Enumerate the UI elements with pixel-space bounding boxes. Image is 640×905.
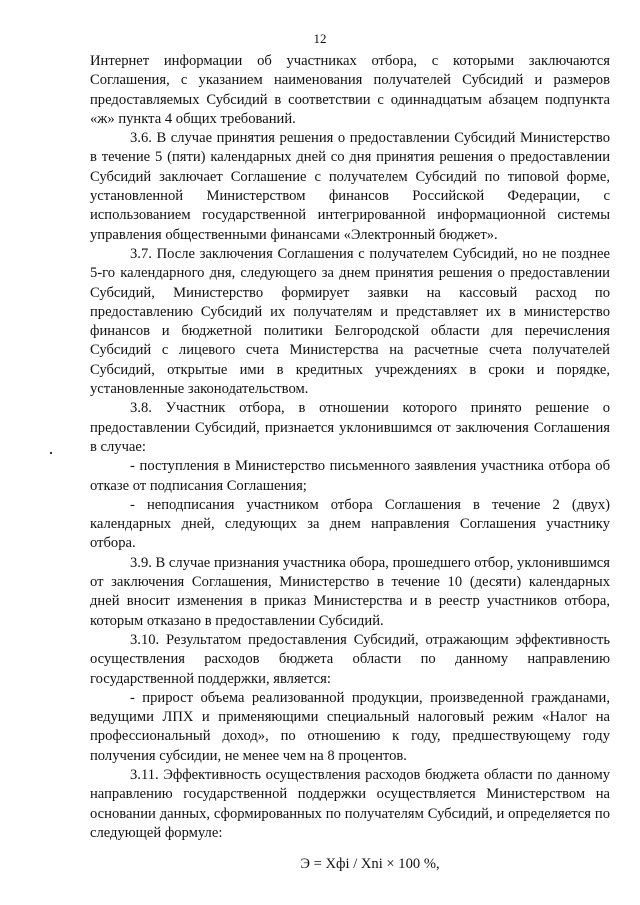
paragraph-3-7: 3.7. После заключения Соглашения с получателем Субсидий, но не позднее 5-го календарного дня, следующего за днем принятия решения о предоставлении Субсидий, Министерство формирует заявки на кассовый расход по предоставлению Субсидий их получателям и представляет их в министерство финансов и бюджетной политики Белгородской области для перечисления Субсидий с лицевого счета Министерства на расчетные счета получателей Субсидий, открытые ими в кредитных учреждениях в сроки и порядке, установленные законодательством.	[90, 245, 610, 398]
paragraph-3-10: 3.10. Результатом предоставления Субсидий, отражающим эффективность осуществления расходов бюджета области по данному направлению государственной поддержки, является:	[90, 631, 610, 687]
document-body	[90, 52, 610, 874]
paragraph-3-8-item-2: - неподписания участником отбора Соглашения в течение 2 (двух) календарных дней, следующих за днем направления Соглашения участнику отбора.	[90, 496, 610, 552]
paragraph-3-8-item-1: - поступления в Министерство письменного заявления участника отбора об отказе от подписания Соглашения;	[90, 458, 610, 494]
paragraph-3-10-item: - прирост объема реализованной продукции, произведенной гражданами, ведущими ЛПХ и применяющими специальный налоговый режим «Налог на профессиональный доход», по отношению к году, предшествующему году получения субсидии, не менее чем на 8 процентов.	[90, 689, 610, 764]
page-number: 12	[313, 31, 327, 46]
scan-speck	[50, 452, 52, 454]
paragraph-3-6: 3.6. В случае принятия решения о предоставлении Субсидий Министерство в течение 5 (пяти) календарных дней со дня принятия решения о предоставлении Субсидий заключает Соглашение с получателем Субсидий по типовой форме, установленной Министерством финансов Российской Федерации, с использованием государственной интегрированной информационной системы управления общественными финансами «Электронный бюджет».	[90, 130, 610, 243]
paragraph-3-8: 3.8. Участник отбора, в отношении которого принято решение о предоставлении Субсидий, признается уклонившимся от заключения Соглашения в случае:	[90, 400, 610, 455]
paragraph-continuation: Интернет информации об участниках отбора, с которыми заключаются Соглашения, с указанием наименования получателей Субсидий и размеров предоставляемых Субсидий в соответствии с одиннадцатым абзацем подпункта «ж» пункта 4 общих требований.	[90, 53, 610, 127]
paragraph-3-11: 3.11. Эффективность осуществления расходов бюджета области по данному направлению государственной поддержки осуществляется Министерством на основании данных, сформированных по получателям Субсидий, и определяется по следующей формуле:	[90, 766, 610, 841]
efficiency-formula: Э = Хфi / Хni × 100 %,	[300, 856, 440, 873]
paragraph-3-9: 3.9. В случае признания участника обора, прошедшего отбор, уклонившимся от заключения Соглашения, Министерство в течение 10 (десяти) календарных дней вносит изменения в приказ Министерства и в реестр участников отбора, которым отказано в предоставлении Субсидий.	[90, 554, 610, 629]
